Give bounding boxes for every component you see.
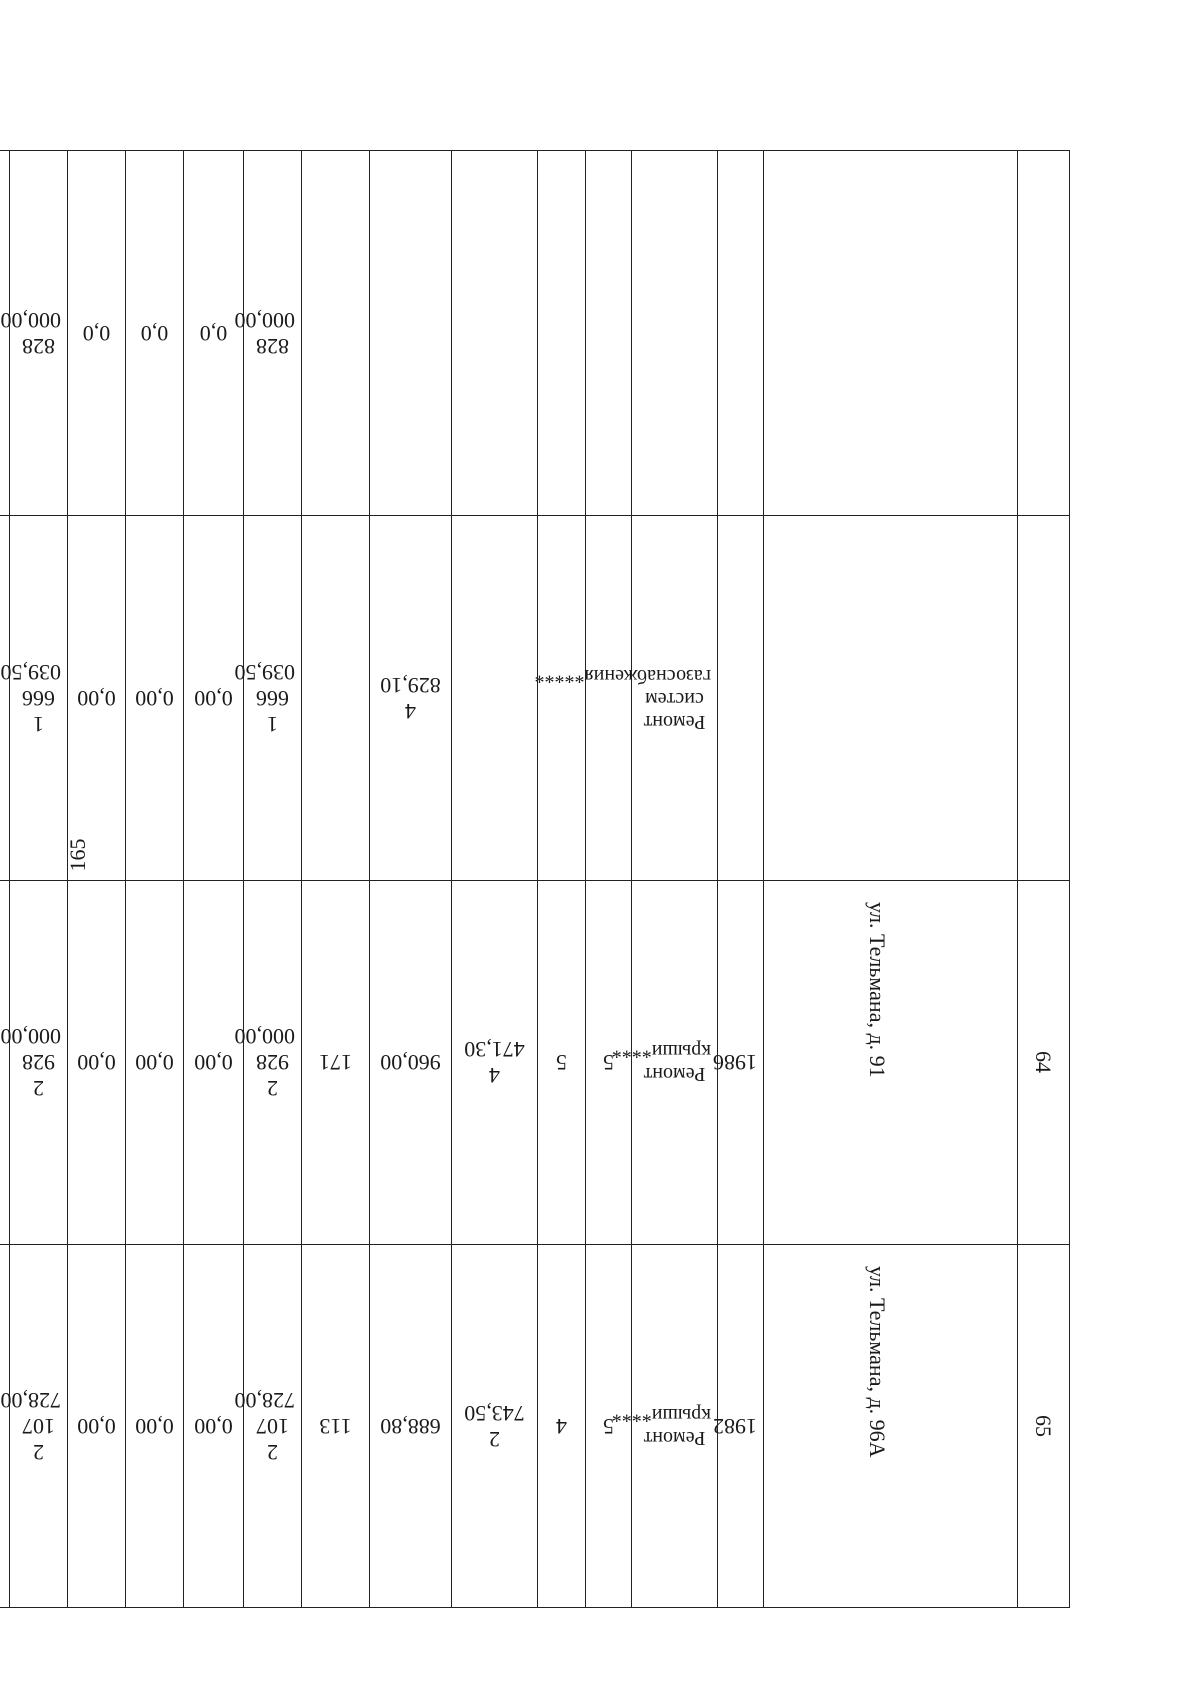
empty-cell: [586, 516, 632, 881]
regional-cell: 0,00: [126, 881, 184, 1244]
total-cost-cell: 828 000,00: [244, 151, 302, 516]
address-cell: ул. Тельмана, д. 96А: [764, 1244, 1018, 1607]
table-row: [0, 881, 1070, 1244]
empty-cell: [764, 151, 1018, 516]
local-cell: 0,00: [68, 1244, 126, 1607]
year-cell: 1986: [718, 881, 764, 1244]
empty-cell: [538, 516, 586, 881]
regional-cell: 0,00: [126, 1244, 184, 1607]
work-type-cell: Ремонт крыши****: [632, 1244, 718, 1607]
empty-cell: [1018, 516, 1070, 881]
regional-cell: 0,0: [126, 151, 184, 516]
data-table: [0, 150, 1070, 1608]
work-type-cell: Ремонт систем газоснабжения*****: [632, 516, 718, 881]
unit-cost-cell: [0, 881, 10, 1244]
fund-cell: 0,00: [184, 881, 244, 1244]
owners-cell: 1 666 039,50: [10, 516, 68, 881]
total-cost-cell: 1 666 039,50: [244, 516, 302, 881]
fund-cell: 0,00: [184, 516, 244, 881]
work-volume-cell: 960,00: [370, 881, 452, 1244]
empty-cell: [452, 151, 538, 516]
row-number: 65: [1018, 1244, 1070, 1607]
empty-cell: [764, 516, 1018, 881]
table-row: [0, 516, 1070, 881]
work-volume-cell: 4 829,10: [370, 516, 452, 881]
residents-cell: 113: [302, 1244, 370, 1607]
year-cell: 1982: [718, 1244, 764, 1607]
page-number: 165: [65, 838, 90, 872]
owners-cell: 2 928 000,00: [10, 881, 68, 1244]
unit-cost-cell: [0, 151, 10, 516]
empty-cell: [1018, 151, 1070, 516]
floors-cell: 5: [586, 881, 632, 1244]
empty-cell: [452, 516, 538, 881]
address-cell: ул. Тельмана, д. 91: [764, 881, 1018, 1244]
entrances-cell: 5: [538, 881, 586, 1244]
local-cell: 0,0: [68, 151, 126, 516]
empty-cell: [370, 151, 452, 516]
area-cell: 2 743,50: [452, 1244, 538, 1607]
empty-cell: [586, 151, 632, 516]
work-volume-cell: 688,80: [370, 1244, 452, 1607]
empty-cell: [718, 151, 764, 516]
owners-cell: 2 107 728,00: [10, 1244, 68, 1607]
floors-cell: 5: [586, 1244, 632, 1607]
area-cell: 4 471,30: [452, 881, 538, 1244]
local-cell: 0,00: [68, 516, 126, 881]
local-cell: 0,00: [68, 881, 126, 1244]
table-row: [0, 151, 1070, 516]
table-row: [0, 1244, 1070, 1607]
unit-cost-cell: [0, 516, 10, 881]
regional-cell: 0,00: [126, 516, 184, 881]
work-type-cell: Ремонт крыши****: [632, 881, 718, 1244]
empty-cell: [718, 516, 764, 881]
unit-cost-cell: [0, 1244, 10, 1607]
empty-cell: [302, 516, 370, 881]
empty-cell: [302, 151, 370, 516]
total-cost-cell: 2 928 000,00: [244, 881, 302, 1244]
row-number: 64: [1018, 881, 1070, 1244]
residents-cell: 171: [302, 881, 370, 1244]
total-cost-cell: 2 107 728,00: [244, 1244, 302, 1607]
empty-cell: [632, 151, 718, 516]
empty-cell: [538, 151, 586, 516]
entrances-cell: 4: [538, 1244, 586, 1607]
fund-cell: 0,0: [184, 151, 244, 516]
owners-cell: 828 000,00: [10, 151, 68, 516]
fund-cell: 0,00: [184, 1244, 244, 1607]
